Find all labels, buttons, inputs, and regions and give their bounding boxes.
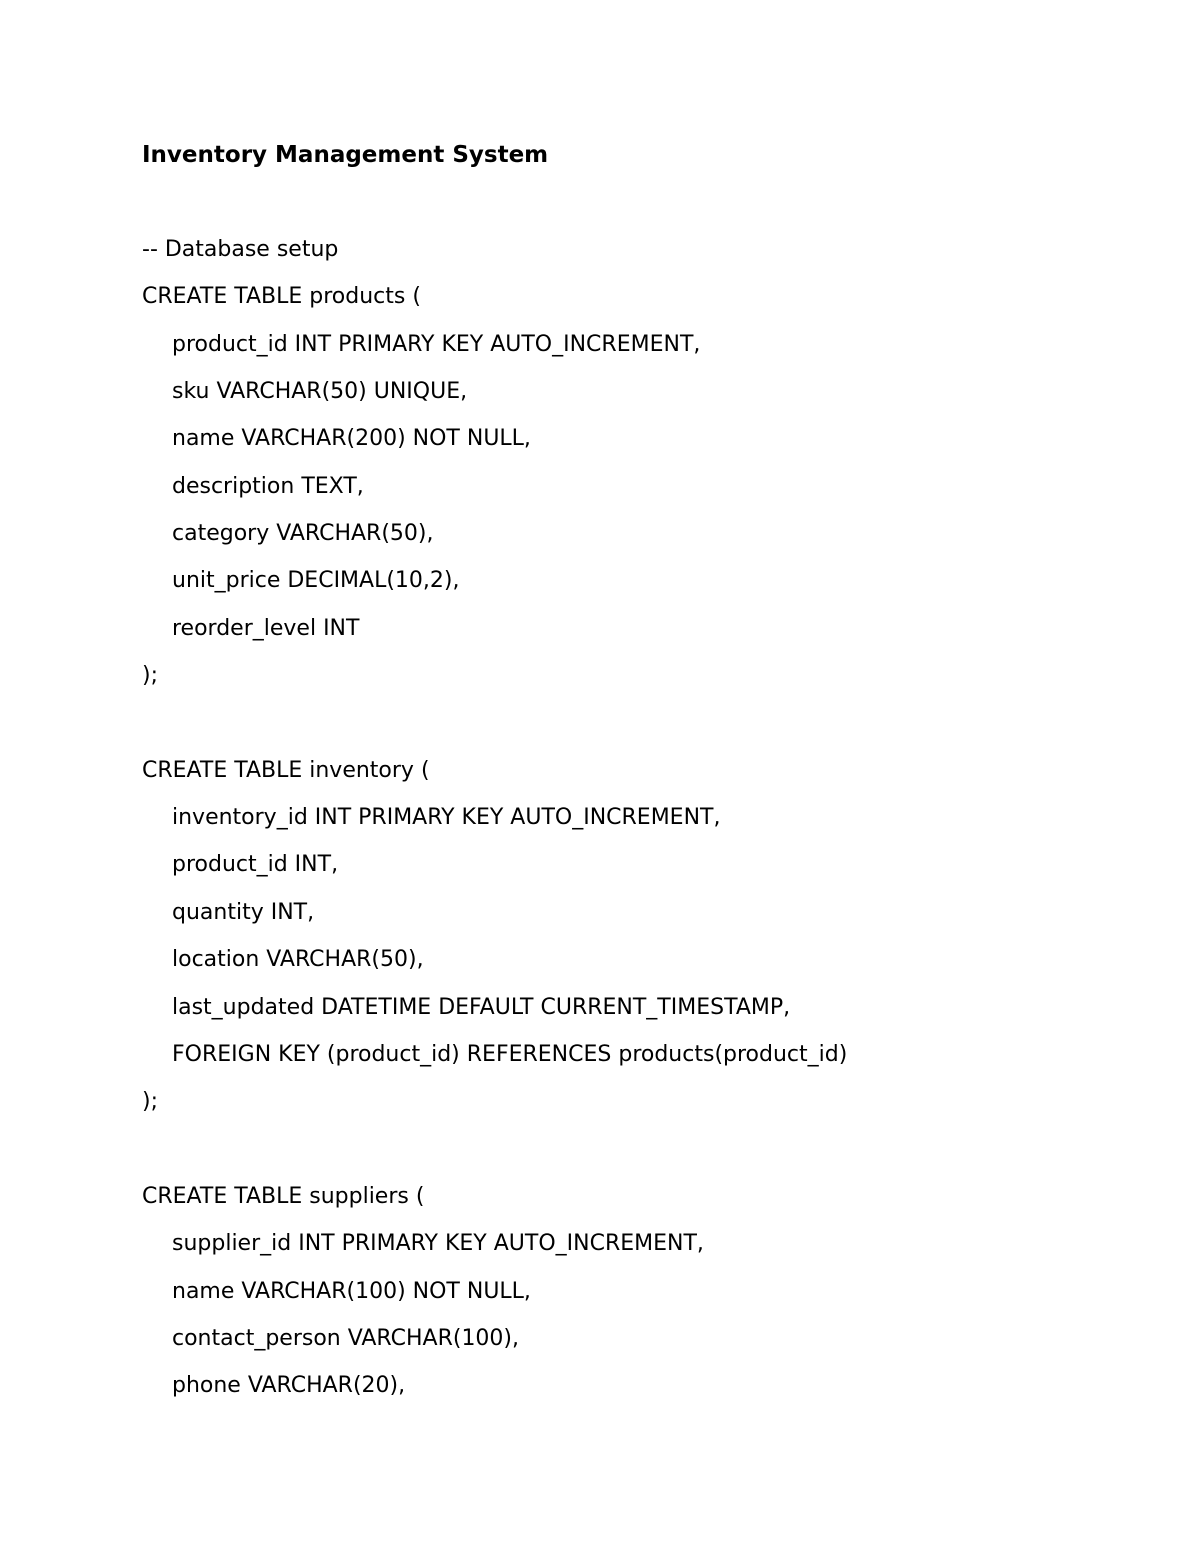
code-line: -- Database setup: [142, 237, 339, 262]
code-line: name VARCHAR(100) NOT NULL,: [172, 1278, 531, 1304]
sql-code-block: [142, 235, 847, 1419]
code-line: supplier_id INT PRIMARY KEY AUTO_INCREMENT,: [172, 1231, 704, 1257]
code-line: [142, 1135, 847, 1182]
code-line: sku VARCHAR(50) UNIQUE,: [172, 379, 468, 405]
code-line: inventory_id INT PRIMARY KEY AUTO_INCREMENT,: [172, 805, 721, 831]
code-line: location VARCHAR(50),: [172, 947, 424, 973]
code-line: CREATE TABLE inventory (: [142, 757, 430, 783]
code-line: reorder_level INT: [172, 615, 360, 641]
code-line: quantity INT,: [172, 899, 315, 925]
code-line: product_id INT PRIMARY KEY AUTO_INCREMENT,: [172, 331, 701, 357]
code-line: product_id INT,: [172, 852, 339, 878]
code-line: FOREIGN KEY (product_id) REFERENCES products(product_id): [172, 1041, 848, 1067]
code-line: name VARCHAR(200) NOT NULL,: [172, 426, 531, 452]
code-line: );: [142, 1089, 158, 1115]
code-line: CREATE TABLE products (: [142, 284, 421, 310]
document-title: Inventory Management System: [142, 142, 549, 168]
code-line: unit_price DECIMAL(10,2),: [172, 568, 460, 594]
code-line: phone VARCHAR(20),: [172, 1373, 406, 1399]
code-line: CREATE TABLE suppliers (: [142, 1183, 425, 1209]
code-line: );: [142, 663, 158, 689]
code-line: last_updated DATETIME DEFAULT CURRENT_TIMESTAMP,: [172, 994, 791, 1020]
code-line: [142, 708, 847, 755]
code-line: category VARCHAR(50),: [172, 521, 434, 547]
code-line: description TEXT,: [172, 473, 364, 499]
code-line: contact_person VARCHAR(100),: [172, 1325, 520, 1351]
